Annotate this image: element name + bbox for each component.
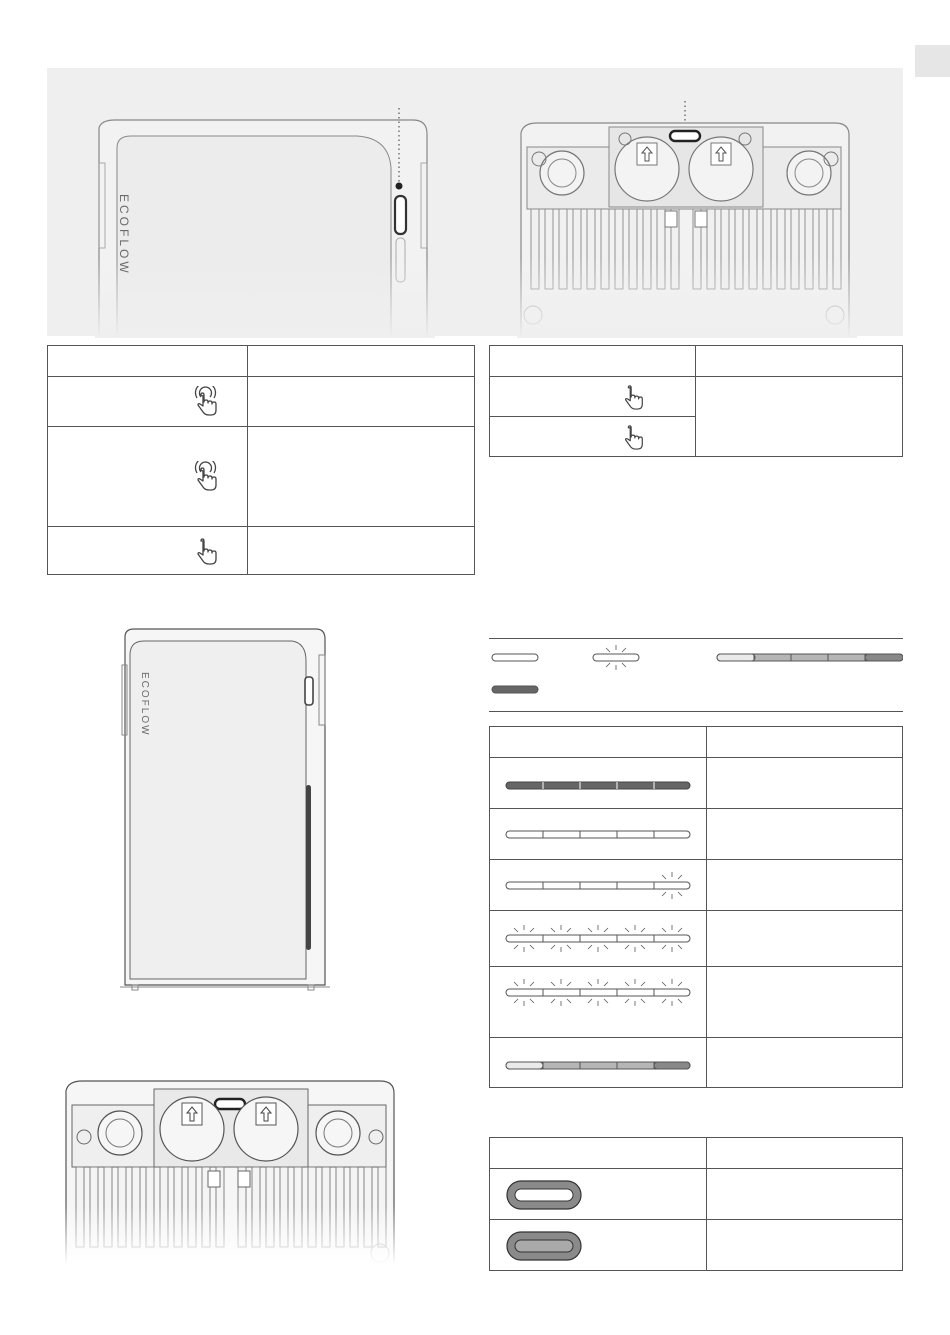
indicator-charging-cell bbox=[490, 1038, 707, 1088]
double-tap-hand-icon bbox=[192, 461, 220, 493]
page-tab-marker bbox=[915, 45, 950, 77]
table-row-cell bbox=[707, 758, 903, 809]
indicator-all-flash-alt-cell bbox=[490, 967, 707, 1038]
table-row-cell bbox=[490, 417, 696, 457]
button-light-white-cell bbox=[490, 1169, 707, 1220]
table-header-cell bbox=[490, 346, 696, 377]
table-row-cell bbox=[707, 911, 903, 967]
battery-indicator-table bbox=[489, 726, 903, 1088]
table-header-cell bbox=[48, 346, 248, 377]
press-hand-icon bbox=[620, 422, 646, 452]
legend-symbols bbox=[489, 639, 903, 711]
indicator-last-flash-cell bbox=[490, 860, 707, 911]
table-header-cell bbox=[696, 346, 903, 377]
button-light-icon bbox=[490, 1169, 706, 1220]
indicator-bar bbox=[490, 1038, 706, 1088]
table-row-cell bbox=[248, 427, 475, 527]
indicator-all-flash-cell bbox=[490, 911, 707, 967]
table-row-cell bbox=[707, 1169, 903, 1220]
unit-front-full-illustration bbox=[120, 625, 330, 995]
table-row-cell bbox=[490, 377, 696, 417]
hero-illustration-panel bbox=[47, 68, 903, 336]
indicator-bar bbox=[490, 809, 706, 860]
table-row-cell bbox=[48, 377, 248, 427]
table-row-cell bbox=[48, 427, 248, 527]
unit-rear-full-illustration bbox=[62, 1075, 402, 1265]
indicator-solid-white-cell bbox=[490, 809, 707, 860]
button-operation-table bbox=[47, 345, 475, 575]
rear-button-table bbox=[489, 345, 903, 457]
indicator-legend bbox=[489, 638, 903, 712]
table-row-cell bbox=[48, 527, 248, 575]
brand-logo: ECOFLOW bbox=[117, 194, 131, 276]
table-row-cell bbox=[248, 377, 475, 427]
table-row-cell bbox=[707, 809, 903, 860]
table-header-cell bbox=[248, 346, 475, 377]
table-row-cell bbox=[707, 1038, 903, 1088]
table-row-cell bbox=[707, 1220, 903, 1271]
indicator-bar bbox=[490, 860, 706, 911]
table-row-cell bbox=[696, 377, 903, 457]
press-hand-icon bbox=[192, 535, 220, 567]
table-header-cell bbox=[490, 1138, 707, 1169]
table-row-cell bbox=[707, 860, 903, 911]
table-row-cell bbox=[248, 527, 475, 575]
table-row-cell bbox=[707, 967, 903, 1038]
button-light-table bbox=[489, 1137, 903, 1271]
brand-logo: ECOFLOW bbox=[139, 672, 150, 737]
button-light-icon bbox=[490, 1220, 706, 1271]
indicator-solid-dark-cell bbox=[490, 758, 707, 809]
indicator-bar bbox=[490, 911, 706, 967]
indicator-bar bbox=[490, 967, 706, 1038]
flash-icon bbox=[593, 645, 639, 670]
unit-rear-illustration bbox=[517, 93, 857, 338]
indicator-bar bbox=[490, 758, 706, 809]
table-header-cell bbox=[707, 727, 903, 758]
table-header-cell bbox=[490, 727, 707, 758]
double-tap-hand-icon bbox=[192, 386, 220, 418]
button-light-off-cell bbox=[490, 1220, 707, 1271]
table-header-cell bbox=[707, 1138, 903, 1169]
press-hand-icon bbox=[620, 382, 646, 412]
unit-front-illustration bbox=[95, 108, 435, 338]
